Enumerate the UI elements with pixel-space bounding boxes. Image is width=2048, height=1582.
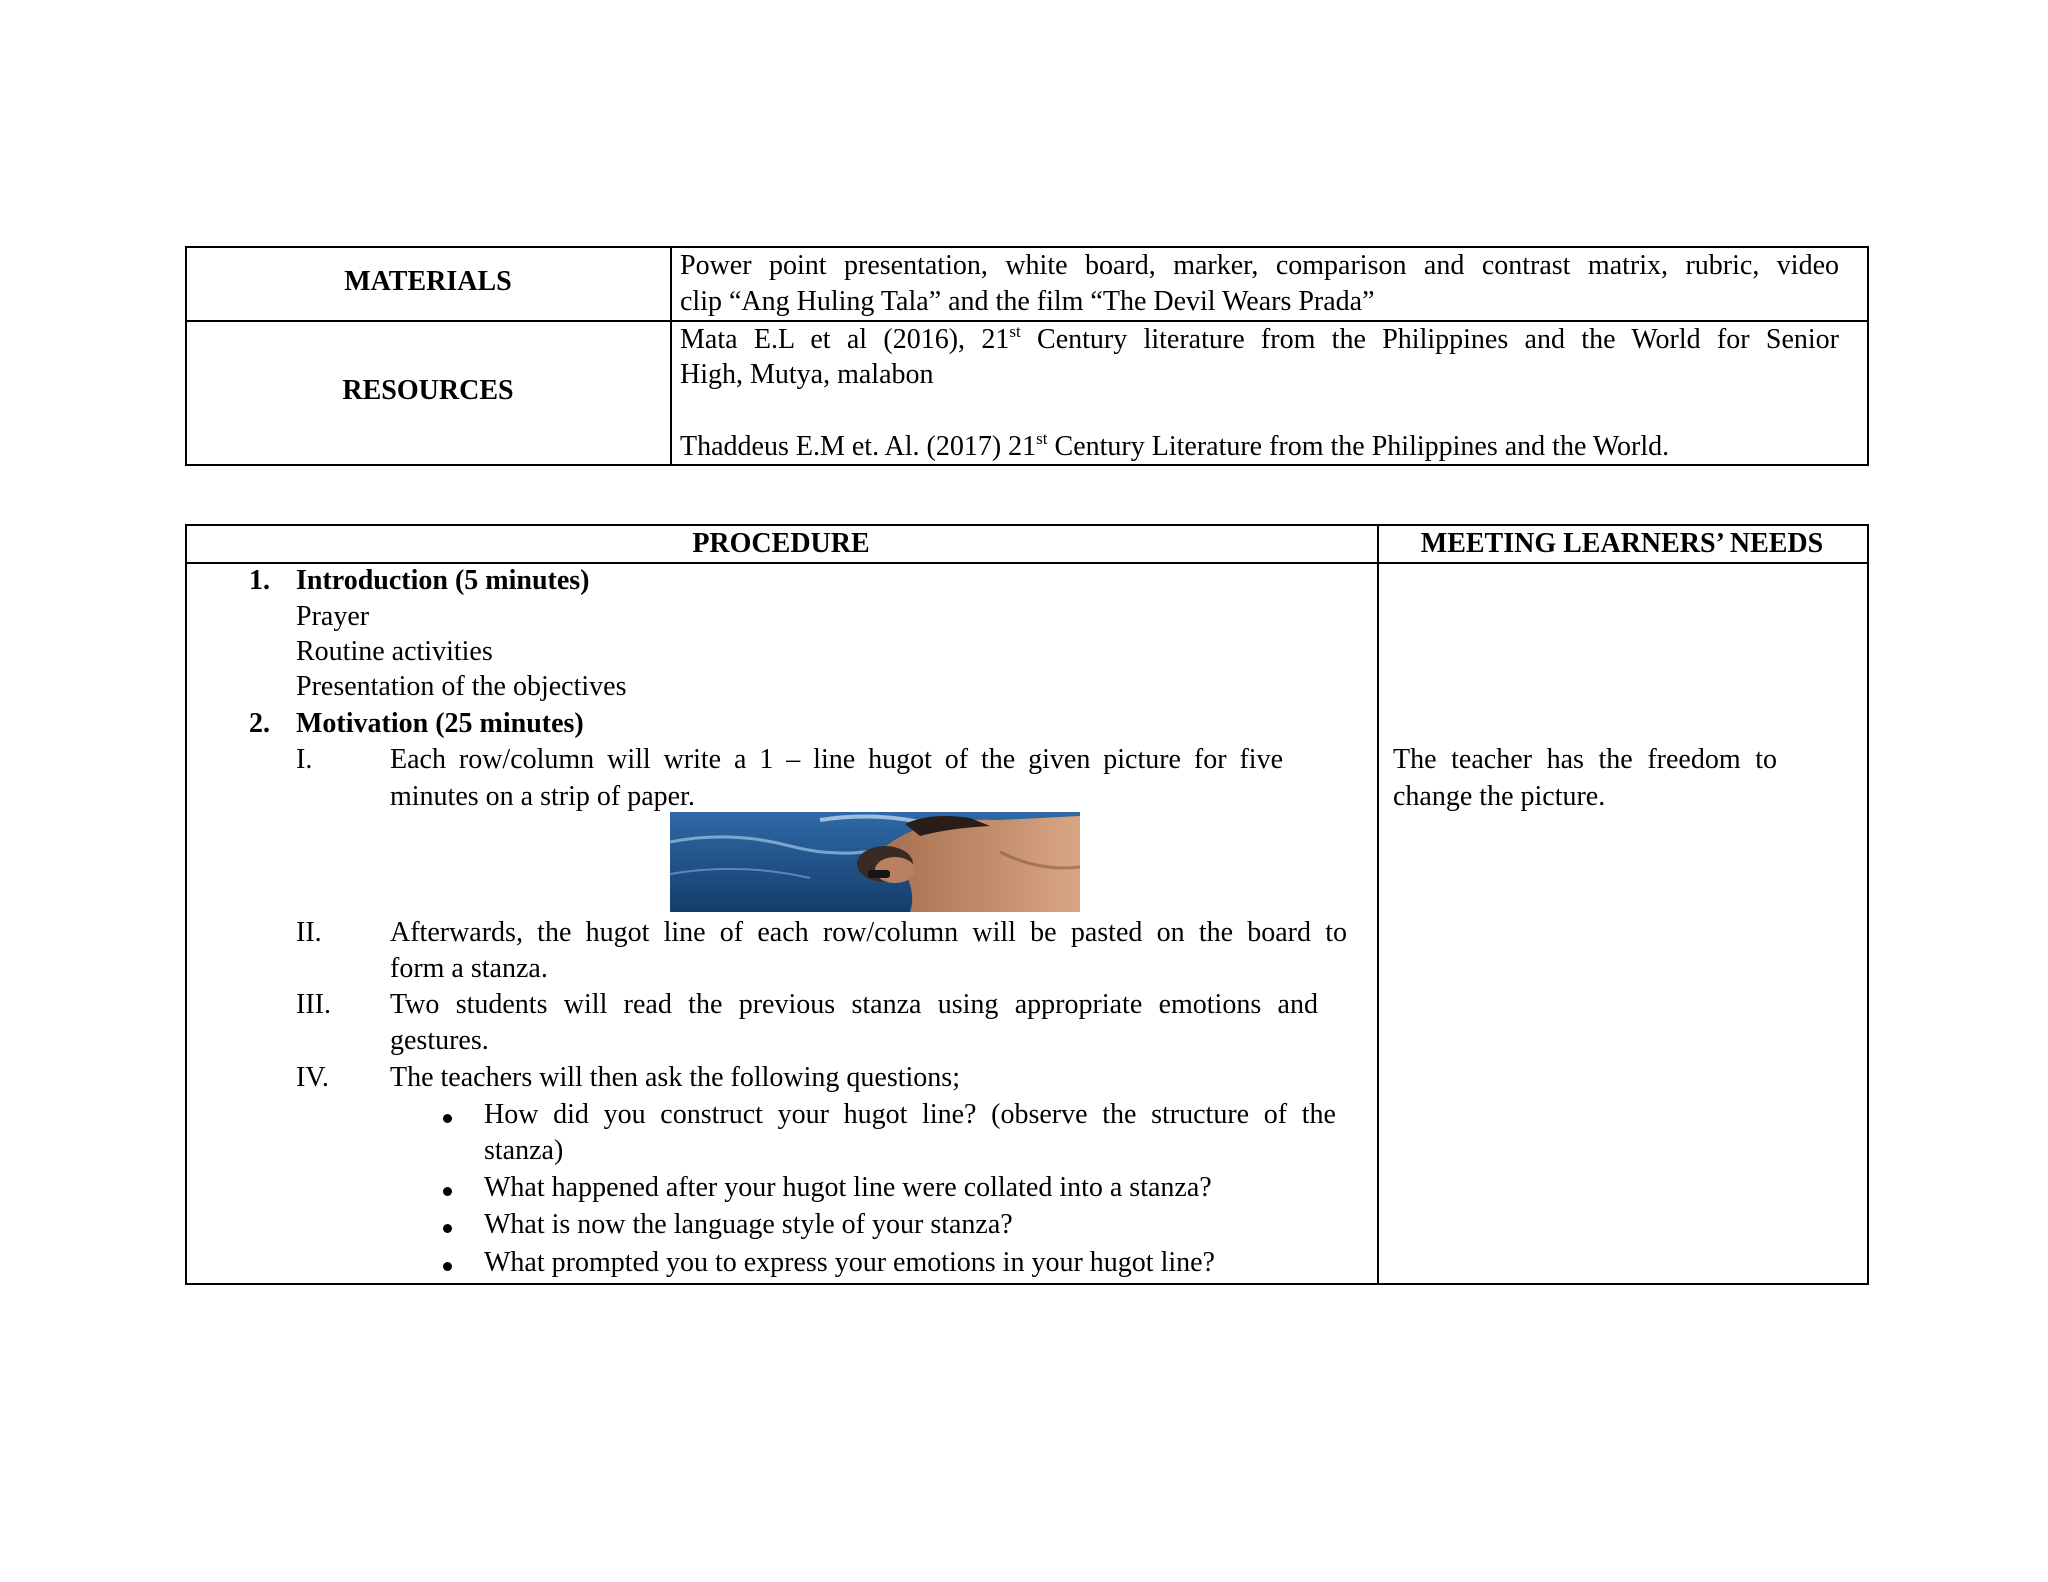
swimmer-image xyxy=(670,812,1080,912)
resources-label: RESOURCES xyxy=(342,375,514,406)
resource-ref-2: Thaddeus E.M et. Al. (2017) 21st Century Literature from the Philippines and the World. xyxy=(680,429,1670,462)
bullet-icon xyxy=(443,1262,452,1271)
intro-item-prayer: Prayer xyxy=(296,601,370,632)
column-divider xyxy=(1377,526,1379,1283)
needs-header: MEETING LEARNERS’ NEEDS xyxy=(1420,528,1824,559)
question-2: What happened after your hugot line were collated into a stanza? xyxy=(484,1172,1212,1203)
bullet-icon xyxy=(443,1114,452,1123)
step-numeral: IV. xyxy=(296,1062,329,1093)
question-4: What prompted you to express your emotions in your hugot line? xyxy=(484,1247,1215,1278)
materials-line-1: Power point presentation, white board, marker, comparison and contrast matrix, rubric, video xyxy=(680,250,1839,281)
motivation-number: 2. xyxy=(249,708,270,739)
needs-line-1: The teacher has the freedom to xyxy=(1393,744,1777,775)
motivation-title: Motivation (25 minutes) xyxy=(296,708,584,739)
step-numeral: II. xyxy=(296,917,322,948)
procedure-header: PROCEDURE xyxy=(692,528,870,559)
step-4-line-1: The teachers will then ask the following questions; xyxy=(390,1062,960,1093)
resource-ref-1-line-2: High, Mutya, malabon xyxy=(680,359,934,390)
step-3-line-1: Two students will read the previous stanza using appropriate emotions and xyxy=(390,989,1318,1020)
bullet-icon xyxy=(443,1224,452,1233)
needs-line-2: change the picture. xyxy=(1393,781,1606,812)
step-numeral: III. xyxy=(296,989,331,1020)
intro-title: Introduction (5 minutes) xyxy=(296,565,590,596)
question-1-line-1: How did you construct your hugot line? (observe the structure of the xyxy=(484,1099,1336,1130)
step-2-line-1: Afterwards, the hugot line of each row/column will be pasted on the board to xyxy=(390,917,1347,948)
step-3-line-2: gestures. xyxy=(390,1025,489,1056)
question-1-line-2: stanza) xyxy=(484,1135,564,1166)
resource-ref-1: Mata E.L et al (2016), 21st Century literature from the Philippines and the World for Senior xyxy=(680,322,1840,355)
column-divider xyxy=(670,248,672,464)
materials-line-2: clip “Ang Huling Tala” and the film “The Devil Wears Prada” xyxy=(680,286,1375,317)
swimmer-picture xyxy=(670,812,1080,912)
question-3: What is now the language style of your stanza? xyxy=(484,1209,1013,1240)
intro-item-objectives: Presentation of the objectives xyxy=(296,671,627,702)
intro-number: 1. xyxy=(249,565,270,596)
materials-label: MATERIALS xyxy=(344,266,512,297)
bullet-icon xyxy=(443,1187,452,1196)
step-1-line-2: minutes on a strip of paper. xyxy=(390,781,695,812)
step-numeral: I. xyxy=(296,744,313,775)
intro-item-routine: Routine activities xyxy=(296,636,493,667)
step-1-line-1: Each row/column will write a 1 – line hugot of the given picture for five xyxy=(390,744,1283,775)
step-2-line-2: form a stanza. xyxy=(390,953,548,984)
